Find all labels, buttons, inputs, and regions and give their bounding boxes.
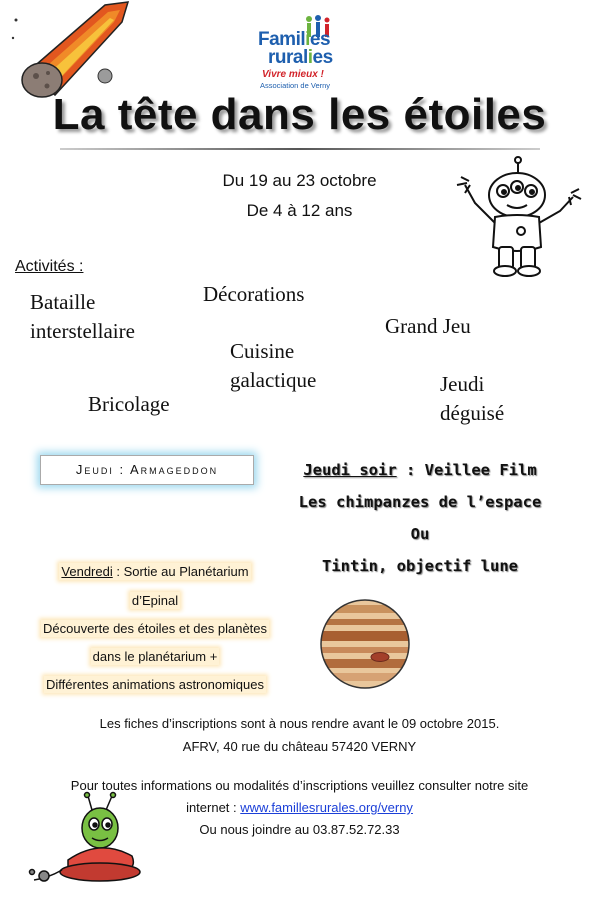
activity-item: Grand Jeu [385,314,471,338]
title-underline [60,148,540,150]
vendredi-line-3: Découverte des étoiles et des planètes [42,621,268,636]
vendredi-line-5: Différentes animations astronomiques [46,677,264,692]
jeudi-armageddon-banner: Jeudi : Armageddon [40,455,254,485]
logo-word-rurales: rural [268,47,308,68]
vendredi-line-2: d’Epinal [131,593,179,608]
activities-heading: Activités : [15,258,84,275]
age-range: De 4 à 12 ans [246,201,353,220]
footer-info: Pour toutes informations ou modalités d’inscriptions veuillez consulter notre site [70,778,529,793]
film-line-2: Les chimpanzes de l’espace [298,493,542,511]
familles-rurales-logo: Families ruralies Vivre mieux ! Association de Verny [258,15,348,90]
alien-illustration [455,155,585,285]
film-line-4: Tintin, objectif lune [322,557,518,575]
activity-item: Jeudi déguisé [440,372,505,425]
logo-slogan: Vivre mieux ! [262,69,324,80]
vendredi-line-4: dans le planétarium + [92,649,218,664]
footer-address: AFRV, 40 rue du château 57420 VERNY [182,739,417,754]
page-title: La tête dans les étoiles [52,90,547,139]
activity-item: Cuisine galactique [230,339,317,392]
vendredi-line-1: Vendredi : Sortie au Planétarium [61,564,249,579]
dates-range: Du 19 au 23 octobre [222,171,377,190]
logo-subtitle: Association de Verny [260,81,331,90]
activity-item: Décorations [203,282,305,306]
film-line-3: Ou [410,525,430,543]
ufo-alien-illustration [28,790,168,895]
footer-website-line: internet : www.famillesrurales.org/verny [186,800,413,815]
footer-phone: Ou nous joindre au 03.87.52.72.33 [199,822,400,837]
jupiter-planet-icon [318,597,412,691]
activity-item: Bricolage [88,392,170,416]
website-link[interactable]: www.famillesrurales.org/verny [240,800,413,815]
film-line-1: Jeudi soir : Veillee Film [303,461,537,479]
footer-deadline: Les fiches d’inscriptions sont à nous rendre avant le 09 octobre 2015. [99,716,500,731]
activity-item: Bataille interstellaire [30,290,135,343]
logo-word-familles: Famil [258,29,306,50]
